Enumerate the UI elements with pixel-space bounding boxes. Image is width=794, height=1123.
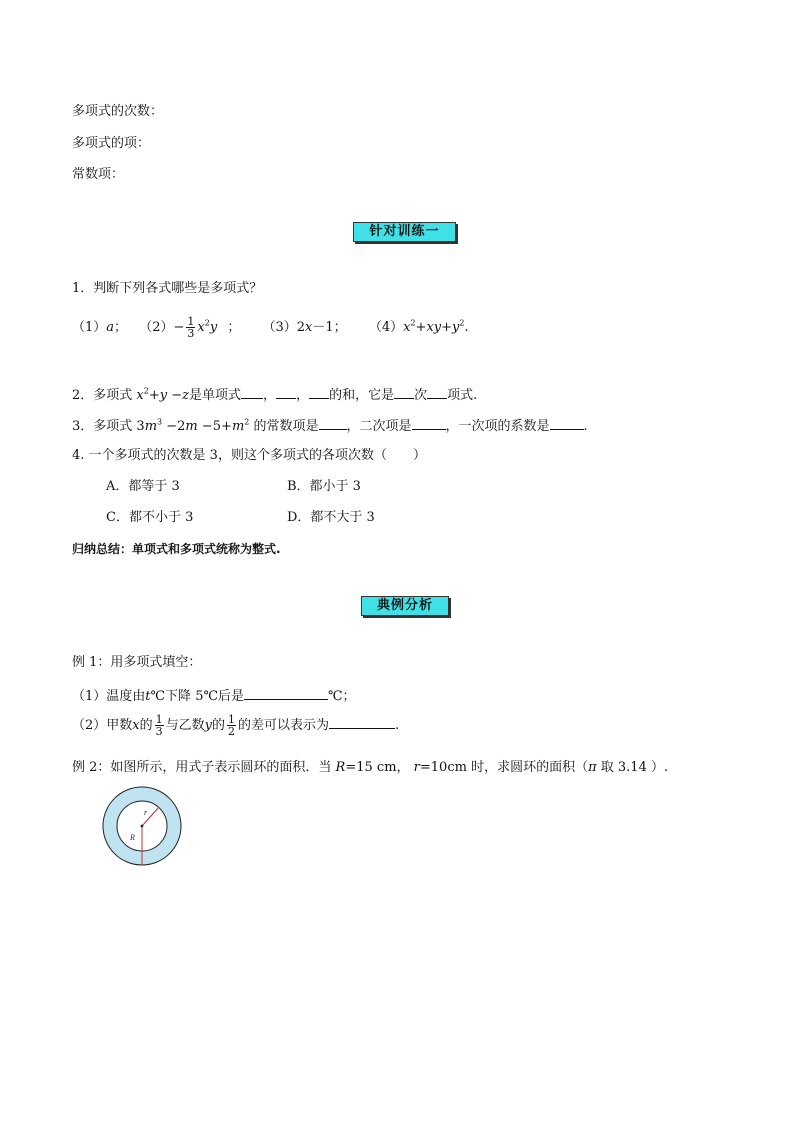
q2-t2: 的和，它是 <box>329 388 395 403</box>
fraction-numerator: 1 <box>155 713 163 726</box>
q3-t4: ，二次项是 <box>346 419 412 434</box>
ex1-part2 <box>72 714 399 748</box>
q2-y: y <box>159 388 168 403</box>
polynomial-degree-line: 多项式的次数： <box>72 104 164 119</box>
q2-blank-1[interactable] <box>241 385 263 399</box>
q1-options <box>72 316 469 346</box>
q3-m2: m <box>185 419 198 434</box>
q2-t4: 项式. <box>447 388 478 403</box>
section-heading-examples: 典例分析 <box>361 596 449 616</box>
q4-option-d[interactable]: D．都不大于 3 <box>287 510 375 525</box>
q1-option4-xy: xy <box>426 320 442 335</box>
q2-blank-2[interactable] <box>276 385 296 399</box>
q3-pre: 3．多项式 3 <box>72 419 145 434</box>
q1-option4-plus2: + <box>441 320 453 335</box>
q2-blank-3[interactable] <box>309 385 329 399</box>
q1-option1-label: （1） <box>72 320 107 335</box>
ex1-title: 例 1：用多项式填空： <box>72 655 202 670</box>
fraction-denominator: 3 <box>155 725 163 738</box>
q3-end: . <box>583 419 588 434</box>
q1-option2-x: x <box>197 320 205 335</box>
q3-e1: 3 <box>157 417 163 427</box>
q1-option2-exp: 2 <box>204 318 210 328</box>
q2-z: z <box>182 388 190 403</box>
fraction-numerator: 1 <box>228 713 236 726</box>
q1-option2-y: y <box>209 320 218 335</box>
q1-sep: ； <box>114 320 128 335</box>
q2-comma-2: ， <box>296 388 310 403</box>
ex1-p2-post: 的差可以表示为 <box>238 718 330 733</box>
q2-pre: 2．多项式 <box>72 388 133 403</box>
ex2-pre: 例 2：如图所示，用式子表示圆环的面积．当 <box>72 760 332 775</box>
summary-note: 归纳总结：单项式和多项式统称为整式. <box>72 542 281 556</box>
q1-option1-expr: a <box>106 320 115 335</box>
q2-x: x <box>136 388 144 403</box>
q1-option3-post: －1； <box>312 320 347 335</box>
fraction-denominator: 2 <box>228 725 236 738</box>
constant-term-line: 常数项： <box>72 167 125 182</box>
ex1-p2-of2: 的 <box>212 718 226 733</box>
ex1-part1 <box>72 686 356 706</box>
q4-option-b[interactable]: B．都小于 3 <box>287 479 361 494</box>
q2-line <box>72 385 477 405</box>
section-heading-training: 针对训练一 <box>353 222 456 242</box>
q3-line <box>72 416 588 436</box>
ex2-pi: π <box>588 760 597 775</box>
ex1-p2-fraction-2 <box>227 714 236 737</box>
q2-plus: + <box>148 388 160 403</box>
ex1-p1-pre: （1）温度由 <box>72 689 146 704</box>
ex1-p2-pre: （2）甲数 <box>72 718 133 733</box>
ex1-p2-blank[interactable] <box>329 715 395 729</box>
q3-m1: m <box>144 419 158 434</box>
q3-t2: −5+ <box>197 419 232 434</box>
q2-t3: 次 <box>414 388 428 403</box>
ex1-p2-fraction-1 <box>155 714 164 737</box>
q3-t1: −2 <box>162 419 186 434</box>
fraction-denominator: 3 <box>187 327 195 340</box>
ex1-p1-t: t <box>145 689 151 704</box>
q2-blank-5[interactable] <box>427 385 447 399</box>
q1-option3-pre: 2 <box>296 320 306 335</box>
ex2-R: R <box>335 760 346 775</box>
q4-option-c[interactable]: C．都不小于 3 <box>106 510 194 525</box>
q1-option4-plus1: + <box>415 320 427 335</box>
q1-stem: 1．判断下列各式哪些是多项式？ <box>72 281 263 296</box>
annulus-figure <box>101 785 183 867</box>
ex1-p2-end: . <box>395 718 400 733</box>
ex2-line <box>72 759 668 777</box>
q1-option2-end: ； <box>227 320 241 335</box>
q3-m3: m <box>231 419 245 434</box>
q1-option2-label: （2） <box>139 320 174 335</box>
ex1-p2-x: x <box>132 718 140 733</box>
q3-t3: 的常数项是 <box>249 419 319 434</box>
q3-blank-linear-coef[interactable] <box>550 416 584 430</box>
q2-minus: − <box>167 388 183 403</box>
q1-option4-exp2: 2 <box>459 318 465 328</box>
fraction-numerator: 1 <box>187 315 195 328</box>
q3-blank-quadratic[interactable] <box>412 416 446 430</box>
ex1-p1-unit: ℃； <box>328 689 356 704</box>
q2-blank-4[interactable] <box>394 385 414 399</box>
ex1-p1-blank[interactable] <box>244 686 328 700</box>
q1-option4-exp1: 2 <box>410 318 416 328</box>
q1-option4-label: （4） <box>368 320 404 335</box>
q3-t5: ，一次项的系数是 <box>445 419 550 434</box>
label-r: r <box>144 808 148 817</box>
ex2-eq2: =10cm 时，求圆环的面积（ <box>419 760 589 775</box>
ex1-p2-y: y <box>204 718 213 733</box>
q4-option-a[interactable]: A．都等于 3 <box>106 479 180 494</box>
q3-blank-constant[interactable] <box>319 416 347 430</box>
center-point <box>141 825 144 828</box>
ex1-p2-mid: 与乙数 <box>165 718 205 733</box>
q1-option2-fraction <box>186 316 195 339</box>
q1-option2-sign: − <box>173 320 185 335</box>
label-R: R <box>130 833 135 842</box>
q2-comma-1: ， <box>263 388 277 403</box>
ex2-eq1: =15 cm， <box>345 760 410 775</box>
polynomial-terms-line: 多项式的项： <box>72 136 151 151</box>
q2-exp: 2 <box>143 386 149 396</box>
q1-option4-end: . <box>464 320 469 335</box>
q1-option4-y: y <box>452 320 460 335</box>
q1-option3-x: x <box>305 320 313 335</box>
q4-stem: 4. 一个多项式的次数是 3，则这个多项式的各项次数（ ） <box>72 448 426 463</box>
q2-t1: 是单项式 <box>189 388 242 403</box>
q1-option3-label: （3） <box>262 320 297 335</box>
ex2-r: r <box>413 760 420 775</box>
q1-option4-x: x <box>403 320 411 335</box>
ex1-p1-mid: ℃下降 5℃后是 <box>150 689 245 704</box>
ex2-post: 取 3.14 ）. <box>596 760 669 775</box>
q3-e2: 2 <box>244 417 250 427</box>
ex1-p2-of: 的 <box>139 718 153 733</box>
